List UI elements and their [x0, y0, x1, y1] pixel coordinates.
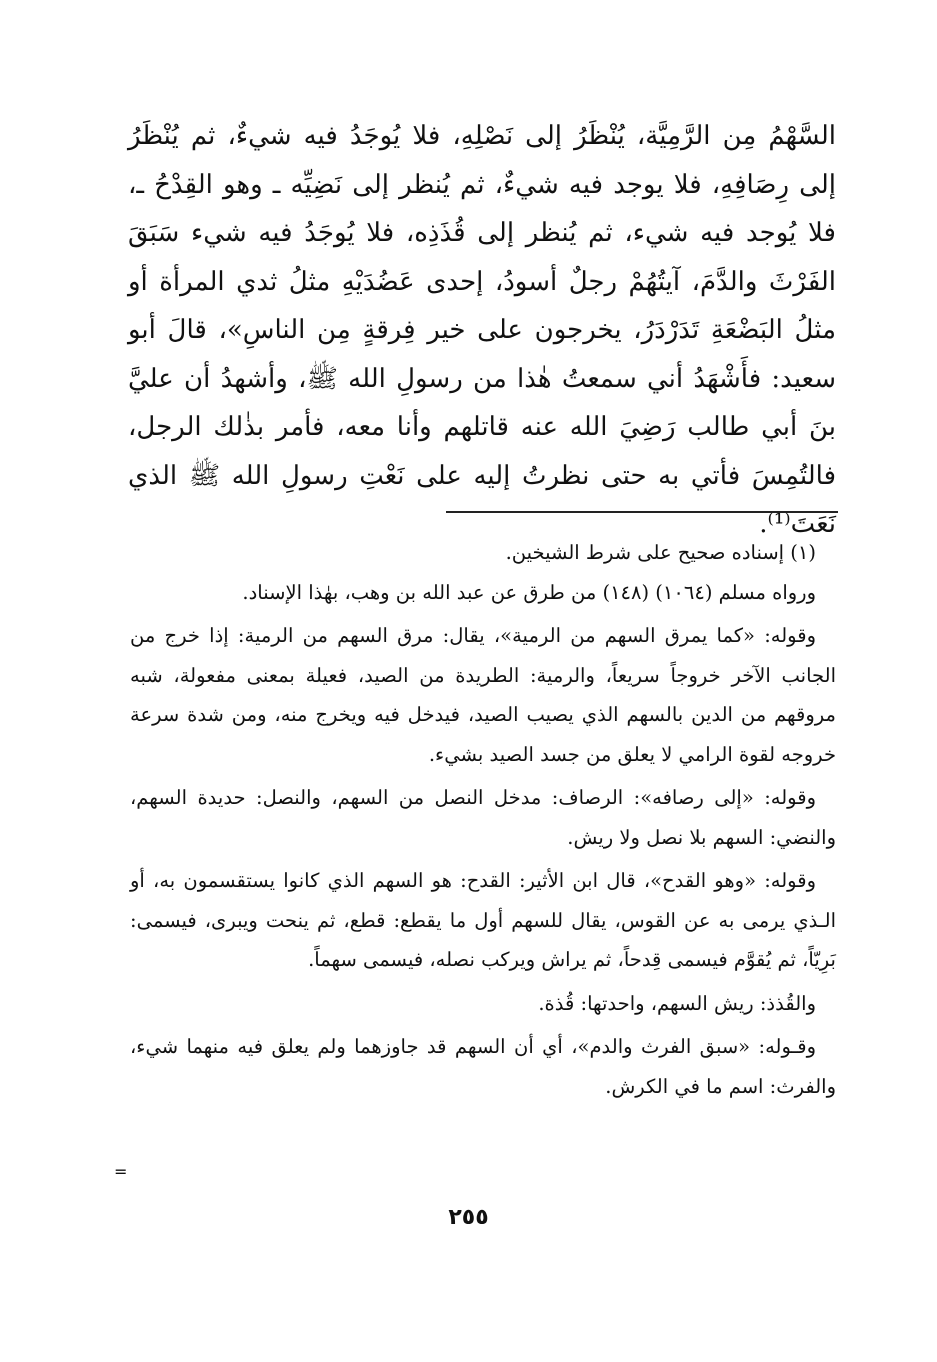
footnote-1-line: (١) إسناده صحيح على شرط الشيخين. — [505, 541, 816, 564]
footnote-note-ramiyya: وقوله: «كما يمرق السهم من الرمية»، يقال: مرق السهم من الرمية: إذا خرج من الجانب الآخر خروجاً سريعاً، والرمية: الطريدة من الصيد، فعيلة بمعنى مفعولة، شبه مروقهم من الدين بالسهم الذي يصيب الصيد، فيدخل فيه ويخرج منه، ومن شدة سرعة خروجه لقوة الرامي لا يعلق من جسد الصيد بشيء. — [130, 624, 836, 766]
main-text-block — [128, 112, 836, 549]
footnote-note-rusaf: وقوله: «إلى رصافه»: الرصاف: مدخل النصل من السهم، والنصل: حديدة السهم، والنضي: السهم بلا نصل ولا ريش. — [130, 786, 836, 849]
footnote-source: ورواه مسلم (١٠٦٤) (١٤٨) من طرق عن عبد الله بن وهب، بهٰذا الإسناد. — [242, 580, 816, 604]
footnote-note-qudhadh: والقُذذ: ريش السهم، واحدتها: قُذة. — [538, 991, 816, 1015]
main-paragraph: السَّهْمُ مِن الرَّمِيَّة، يُنْظَرُ إلى نَصْلِهِ، فلا يُوجَدُ فيه شيءٌ، ثم يُنْظَرُ إلى رِصَافِهِ، فلا يوجد فيه شيءٌ، ثم يُنظر إلى نَضِيِّه ـ وهو القِدْحُ ـ، فلا يُوجد فيه شيء، ثم يُنظر إلى قُذَذِه، فلا يُوجَدُ فيه شيء سَبَقَ الفَرْثَ والدَّمَ، آيتُهُمْ رجلٌ أسودُ، إحدى عَضُدَيْهِ مثلُ ثدي المرأة أو مثلُ البَضْعَةِ تَدَرْدَرُ، يخرجون على خير فِرقةٍ مِن الناسِ»، قالَ أبو سعيد: فأَشْهَدُ أني سمعتُ هٰذا من رسولِ الله ﷺ، وأشهدُ أن عليَّ بنَ أبي طالب رَضِيَ الله عنه قاتلهم وأنا معه، فأمر بذٰلك الرجل، فالتُمِسَ فأتي به حتى نظرتُ إليه على نَعْتِ رسولِ الله ﷺ الذي نَعَتَ⁽¹⁾. — [128, 121, 837, 539]
continuation-mark: = — [114, 1162, 128, 1181]
page-number: ٢٥٥ — [448, 1205, 489, 1230]
footnote-note-qidh: وقوله: «وهو القدح»، قال ابن الأثير: القدح: هو السهم الذي كانوا يستقسمون به، أو الـذي يرمى به عن القوس، يقال للسهم أول ما يقطع: قطع، ثم ينحت ويبرى، فيسمى: بَرِيّاً، ثم يُقوَّم فيسمى قِدحاً، ثم يراش ويركب نصله، فيسمى سهماً. — [130, 869, 836, 971]
footnote-note-farth: وقـوله: «سبق الفرث والدم»، أي أن السهم قد جاوزهما ولم يعلق فيه منهما شيء، والفرث: اسم ما في الكرش. — [130, 1035, 836, 1098]
footnotes-block — [130, 533, 836, 1106]
footnote-separator — [446, 511, 838, 513]
